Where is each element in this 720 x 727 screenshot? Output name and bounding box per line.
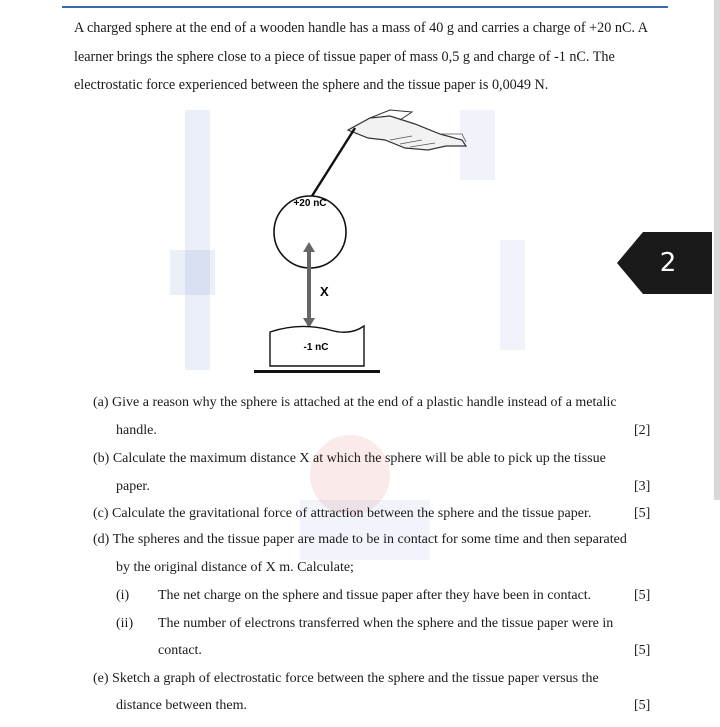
page-number: 2 (659, 248, 677, 278)
mark-d-ii: [5] (634, 643, 651, 658)
wooden-handle (312, 128, 355, 196)
question-a-cont: handle. (116, 423, 157, 438)
question-b: (b) Calculate the maximum distance X at which the sphere will be able to pick up the tissue (93, 451, 606, 466)
question-d-ii-cont: contact. (158, 643, 202, 658)
problem-intro: A charged sphere at the end of a wooden handle has a mass of 40 g and carries a charge of +20 nC. A learner brings the sphere close to a piece of tissue paper of mass 0,5 g and charge of -1 nC. The electrostatic force experienced between the sphere and the tissue paper is 0,0049 N. (74, 20, 648, 93)
charged-sphere-diagram (240, 100, 480, 380)
question-d-cont: by the original distance of X m. Calculate; (116, 560, 354, 575)
question-e-cont: distance between them. (116, 698, 248, 713)
scrollbar[interactable] (714, 0, 720, 500)
distance-label: X (320, 284, 329, 299)
hand-icon (348, 110, 466, 150)
top-rule (62, 6, 668, 8)
sphere-charge-label: +20 nC (293, 198, 327, 209)
question-d-ii-number: (ii) (116, 616, 134, 631)
question-a: (a) Give a reason why the sphere is attached at the end of a plastic handle instead of a metalic (93, 395, 617, 410)
table-surface (254, 370, 380, 373)
mark-b: [3] (634, 479, 651, 494)
mark-e: [5] (634, 698, 651, 713)
mark-d-i: [5] (634, 588, 651, 603)
question-d-ii: The number of electrons transferred when the sphere and the tissue paper were in (158, 616, 614, 631)
question-e: (e) Sketch a graph of electrostatic force between the sphere and the tissue paper versus the (93, 671, 599, 686)
question-d-i-number: (i) (116, 588, 130, 603)
question-d-i: The net charge on the sphere and tissue paper after they have been in contact. (158, 588, 592, 603)
mark-c: [5] (634, 506, 651, 521)
question-c: (c) Calculate the gravitational force of attraction between the sphere and the tissue paper. (93, 506, 592, 521)
question-d: (d) The spheres and the tissue paper are made to be in contact for some time and then separated (93, 532, 627, 547)
mark-a: [2] (634, 423, 651, 438)
paper-charge-label: -1 nC (303, 342, 329, 353)
question-b-cont: paper. (116, 479, 150, 494)
